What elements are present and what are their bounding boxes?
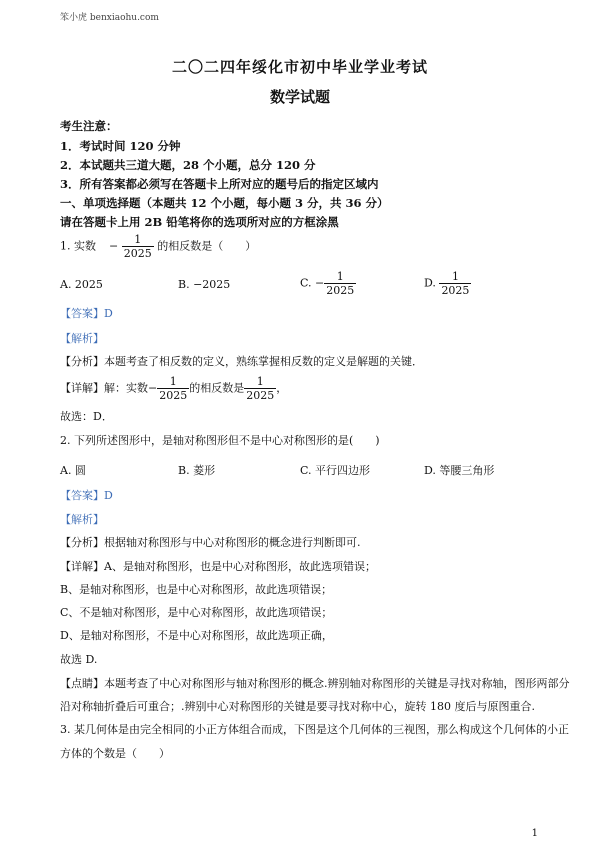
- question-1-stem: 1. 实数 − $\frac{1}{2025}$ 的相反数是（ ）: [60, 233, 257, 260]
- fraction: $\frac{1}{2025}$: [123, 233, 152, 260]
- q2-detail-b: B、是轴对称图形，也是中心对称图形，故此选项错误；: [60, 583, 333, 596]
- q1-option-a: A. 2025: [60, 278, 103, 291]
- q2-option-a: A. 圆: [60, 464, 86, 477]
- watermark: 笨小虎 benxiaohu.com: [60, 13, 159, 23]
- q2-conclusion: 故选 D.: [60, 653, 98, 666]
- q1-jiexi: 【解析】: [60, 332, 104, 345]
- notice-item-2: 2．本试题共三道大题，28 个小题，总分 120 分: [60, 158, 316, 172]
- q2-analysis: 【分析】根据轴对称图形与中心对称图形的概念进行判断即可.: [60, 536, 361, 549]
- q2-detail-d: D、是轴对称图形，不是中心对称图形，故此选项正确，: [60, 629, 333, 642]
- q2-detail-c: C、不是轴对称图形，是中心对称图形，故此选项错误；: [60, 606, 333, 619]
- notice-item-3: 3．所有答案都必须写在答题卡上所对应的题号后的指定区域内: [60, 177, 379, 191]
- question-2-stem: 2. 下列所述图形中，是轴对称图形但不是中心对称图形的是( ): [60, 434, 380, 447]
- q2-option-d: D. 等腰三角形: [424, 464, 495, 477]
- q2-option-b: B. 菱形: [178, 464, 216, 477]
- q1-analysis: 【分析】本题考查了相反数的定义，熟练掌握相反数的定义是解题的关键．: [60, 355, 423, 368]
- section1-instruction: 请在答题卡上用 2B 铅笔将你的选项所对应的方框涂黑: [60, 215, 339, 229]
- question-3-line1: 3. 某几何体是由完全相同的小正方体组合而成，下图是这个几何体的三视图，那么构成这个几何体的小正: [60, 723, 569, 736]
- q1-detail: 【详解】解：实数− $\frac{1}{2025}$ 的相反数是 $\frac{1}{2025}$ ，: [60, 375, 288, 402]
- exam-subtitle: 数学试题: [269, 88, 330, 106]
- q2-option-c: C. 平行四边形: [300, 464, 371, 477]
- q2-answer: 【答案】D: [60, 489, 113, 502]
- exam-title: 二〇二四年绥化市初中毕业学业考试: [171, 58, 428, 76]
- notice-item-1: 1．考试时间 120 分钟: [60, 139, 181, 153]
- q1-answer: 【答案】D: [60, 307, 113, 320]
- notice-heading: 考生注意：: [60, 119, 118, 133]
- q1-conclusion: 故选：D．: [60, 410, 113, 423]
- page-number: 1: [531, 828, 538, 839]
- q1-option-b: B. −2025: [178, 278, 231, 291]
- q2-jiexi: 【解析】: [60, 513, 104, 526]
- question-3-line2: 方体的个数是（ ）: [60, 747, 170, 760]
- q2-comment-line1: 【点睛】本题考查了中心对称图形与轴对称图形的概念.辨别轴对称图形的关键是寻找对称轴，图形两部分: [60, 677, 570, 690]
- section1-heading: 一、单项选择题（本题共 12 个小题，每小题 3 分，共 36 分）: [60, 196, 389, 210]
- q2-comment-line2: 沿对称轴折叠后可重合；.辨别中心对称图形的关键是要寻找对称中心，旋转 180 度后与原图重合.: [60, 700, 535, 713]
- q1-option-c: C. − $\frac{1}{2025}$: [300, 270, 355, 297]
- q1-option-d: D. $\frac{1}{2025}$: [424, 270, 470, 297]
- q2-detail-a: 【详解】A、是轴对称图形，也是中心对称图形，故此选项错误；: [60, 560, 376, 573]
